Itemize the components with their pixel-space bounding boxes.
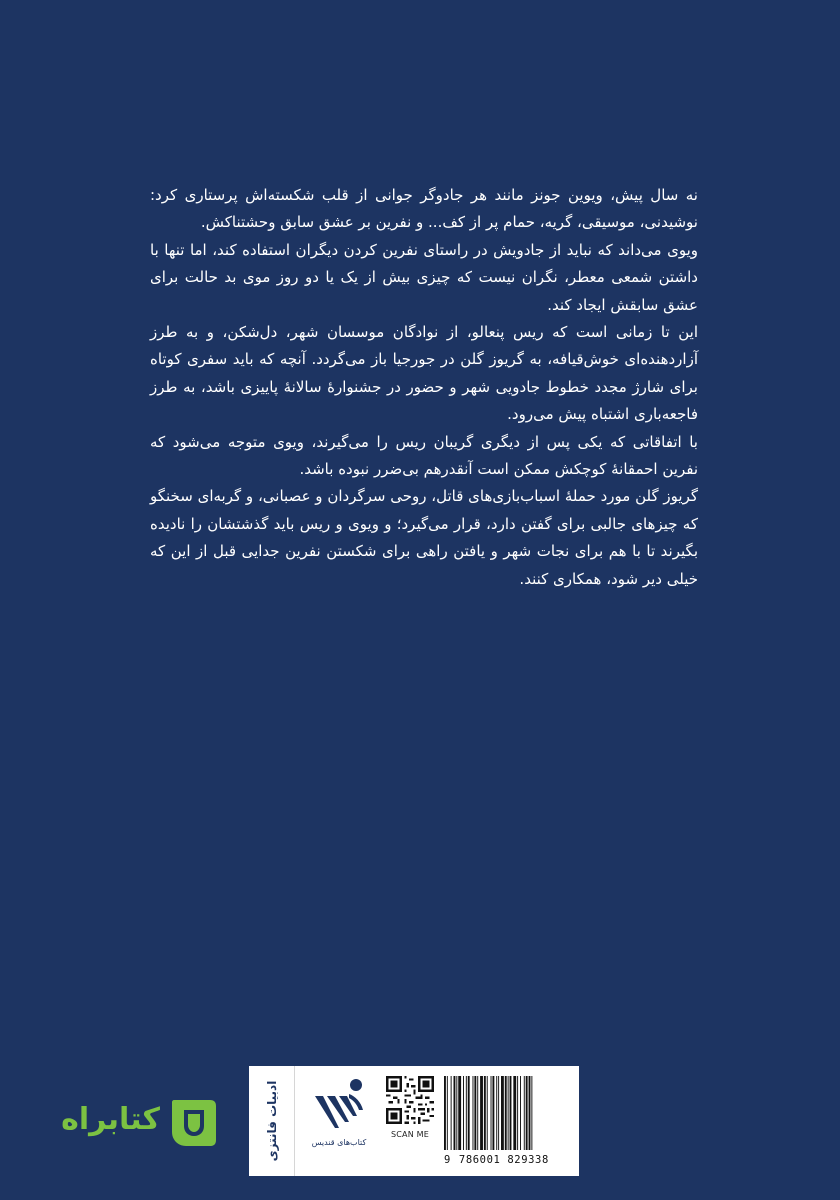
blurb-paragraph-5: گریوز گلن مورد حملهٔ اسباب‌بازی‌های قاتل، روحی سرگردان و عصبانی، و گربه‌ای سخنگو که چیزهای جالبی برای گفتن دارد، قرار می‌گیرد؛ و ویوی و ریس باید گذشتشان را نادیده بگیرند تا با هم برای نجات شهر و یافتن راهی برای شکستن نفرین جدایی قبل از این که خیلی دیر شود، همکاری کنند. [150, 487, 698, 588]
blurb-paragraph-1: نه سال پیش، ویوین جونز مانند هر جادوگر جوانی از قلب شکسته‌اش پرستاری کرد: نوشیدنی، موسیقی، گریه، حمام پر از کف... و نفرین بر عشق سابق وحشتناکش. [150, 186, 698, 232]
genre-label: ادبیات فانتزی [265, 1080, 279, 1162]
blurb-paragraph-2: ویوی می‌داند که نباید از جادویش در راستای نفرین کردن دیگران استفاده کند، اما تنها با داشتن شمعی معطر، نگران نیست که چیزی بیش از یک یا دو روز موی بد حالت برای عشق سابقش ایجاد کند. [150, 240, 698, 314]
qr-block [386, 1076, 434, 1148]
publisher-logo-icon [309, 1076, 369, 1132]
isbn-digits: 786001 829338 [458, 1154, 549, 1166]
qr-code-icon[interactable] [386, 1076, 434, 1124]
barcode-icon [444, 1076, 570, 1150]
qr-caption: SCAN ME [390, 1130, 430, 1139]
info-bar [249, 1066, 579, 1176]
isbn-number [444, 1154, 572, 1166]
blurb-paragraph-4: با اتفاقاتی که یکی پس از دیگری گریبان ریس را می‌گیرند، ویوی متوجه می‌شود که نفرین احمقانهٔ کوچکش ممکن است آنقدرهم بی‌ضرر نبوده باشد. [150, 432, 698, 479]
ketabrah-logo [40, 1092, 220, 1164]
ketabrah-book-icon [164, 1096, 220, 1152]
publisher-name: کتاب‌های قندیس [311, 1138, 367, 1147]
ketabrah-wordmark: کتابراه [61, 1102, 160, 1137]
publisher-block [301, 1074, 377, 1170]
book-blurb [150, 182, 698, 593]
genre-label-box [249, 1066, 295, 1176]
blurb-paragraph-3: این تا زمانی است که ریس پنعالو، از نوادگان موسسان شهر، دل‌شکن، و به طرز آزاردهنده‌ای خوش‌قیافه، به گریوز گلن در جورجیا باز می‌گردد. آنچه که باید سفری کوتاه برای شارژ مجدد خطوط جادویی شهر و حضور در جشنوارهٔ سالانهٔ پاییزی باشد، به طرز فاجعه‌باری اشتباه پیش می‌رود. [150, 323, 698, 424]
isbn-lead-digit: 9 [444, 1154, 451, 1166]
